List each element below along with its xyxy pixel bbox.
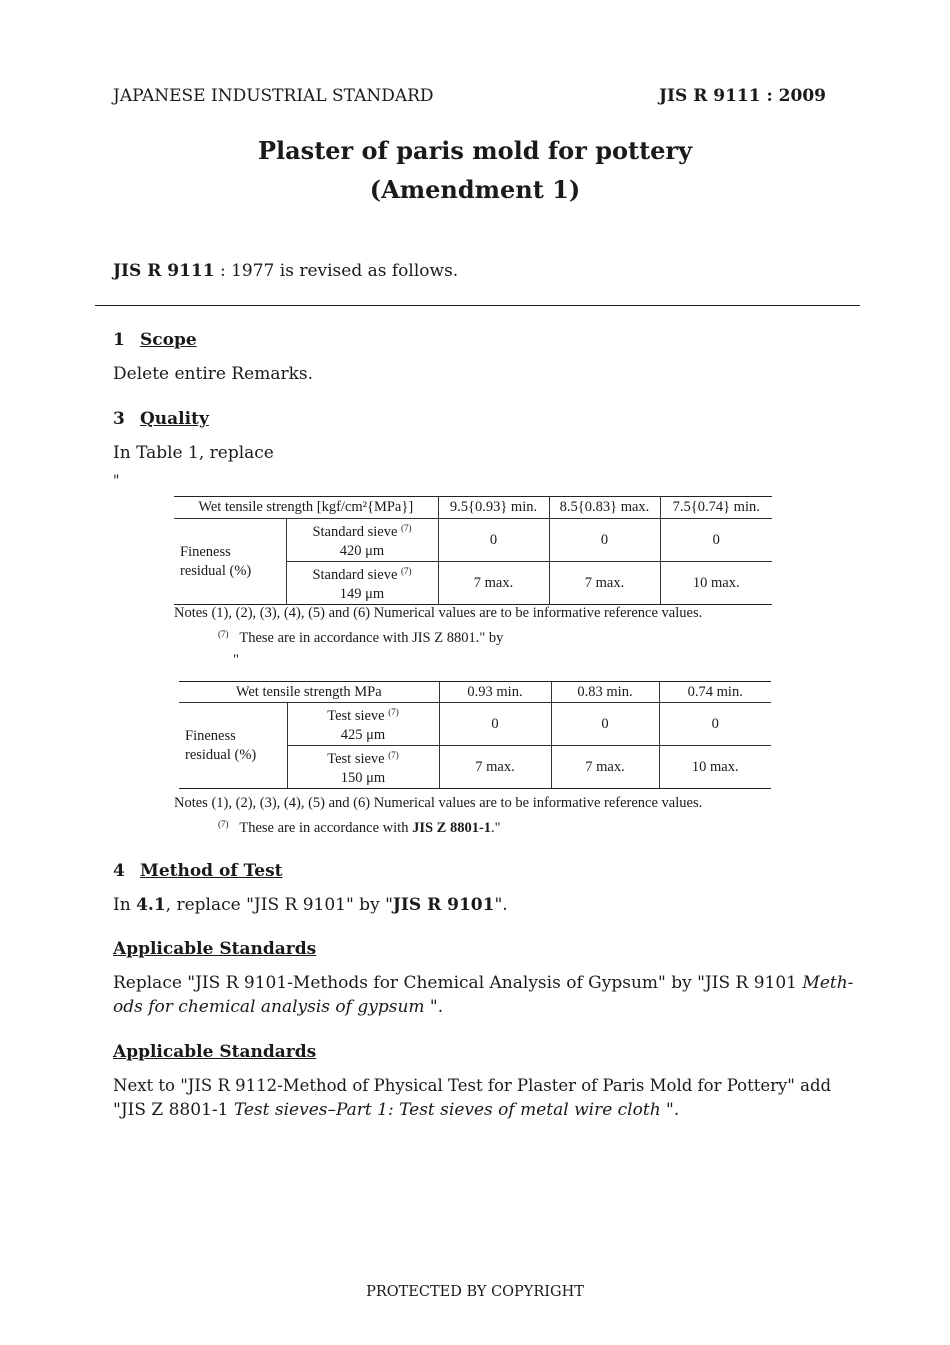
table-header-row [174, 497, 772, 519]
applicable-standards-heading: Applicable Standards [113, 939, 317, 959]
intro-text: : 1977 is revised as follows. [214, 261, 459, 281]
header-cell: 0.74 min. [659, 682, 771, 703]
value-cell: 7 max. [439, 746, 551, 789]
quality-text: In Table 1, replace [113, 443, 274, 463]
table-row [174, 519, 772, 562]
sieve-cell: Standard sieve $^{(7)}$ 149 μm [286, 562, 438, 605]
applicable-standards-text: "JIS Z 8801-1 Test sieves–Part 1: Test sieves of metal wire cloth ". [113, 1100, 680, 1120]
open-quote-mark: " [113, 473, 120, 489]
section-title: Method of Test [140, 861, 283, 881]
value-cell: 7 max. [549, 562, 660, 605]
document-subtitle: (Amendment 1) [369, 175, 581, 204]
horizontal-rule [95, 305, 860, 306]
header-cell: 7.5{0.74} min. [660, 497, 772, 519]
section-scope-heading [113, 330, 197, 350]
header-cell: Wet tensile strength MPa [179, 682, 439, 703]
value-cell: 0 [439, 703, 551, 746]
group-label-cell: Fineness residual (%) [174, 519, 286, 605]
header-cell: Wet tensile strength [kgf/cm²{MPa}] [174, 497, 438, 519]
scope-text: Delete entire Remarks. [113, 364, 314, 384]
document-header-title: JAPANESE INDUSTRIAL STANDARD [113, 86, 434, 106]
copyright-footer: PROTECTED BY COPYRIGHT [366, 1284, 584, 1300]
document-number: JIS R 9111 : 2009 [659, 86, 826, 106]
section-title: Scope [140, 330, 197, 350]
section-title: Quality [140, 409, 209, 429]
value-cell: 0 [549, 519, 660, 562]
table-header-row [179, 682, 771, 703]
value-cell: 7 max. [438, 562, 549, 605]
section-number: 3 [113, 409, 125, 429]
table-new-values [179, 681, 771, 789]
section-number: 4 [113, 861, 125, 881]
value-cell: 0 [551, 703, 659, 746]
document-title: Plaster of paris mold for pottery [257, 136, 693, 165]
table-new-notes: Notes (1), (2), (3), (4), (5) and (6) Numerical values are to be informative reference values. [174, 795, 703, 811]
section-quality-heading [113, 409, 209, 429]
table-old-note-7: $^{(7)}$ These are in accordance with JIS Z 8801." by [218, 629, 504, 646]
value-cell: 7 max. [551, 746, 659, 789]
applicable-standards-text: Next to "JIS R 9112-Method of Physical Test for Plaster of Paris Mold for Pottery" add [113, 1076, 832, 1095]
header-cell: 8.5{0.83} max. [549, 497, 660, 519]
section-method-heading [113, 861, 283, 881]
table-old-values [174, 496, 772, 605]
table-row [179, 703, 771, 746]
sieve-cell: Test sieve $^{(7)}$ 150 μm [287, 746, 439, 789]
header-cell: 0.83 min. [551, 682, 659, 703]
applicable-standards-text: ods for chemical analysis of gypsum ". [113, 997, 444, 1017]
open-quote-mark: " [233, 652, 239, 668]
method-text: In 4.1, replace "JIS R 9101" by "JIS R 9101". [113, 895, 508, 915]
applicable-standards-heading: Applicable Standards [113, 1042, 317, 1062]
group-label-cell: Fineness residual (%) [179, 703, 287, 789]
header-cell: 0.93 min. [439, 682, 551, 703]
value-cell: 0 [660, 519, 772, 562]
value-cell: 0 [659, 703, 771, 746]
intro-standard: JIS R 9111 [113, 261, 215, 281]
value-cell: 10 max. [660, 562, 772, 605]
value-cell: 10 max. [659, 746, 771, 789]
header-cell: 9.5{0.93} min. [438, 497, 549, 519]
sieve-cell: Test sieve $^{(7)}$ 425 μm [287, 703, 439, 746]
applicable-standards-text: Replace "JIS R 9101-Methods for Chemical Analysis of Gypsum" by "JIS R 9101 Meth- [113, 973, 854, 993]
intro-line [113, 261, 458, 281]
sieve-cell: Standard sieve $^{(7)}$ 420 μm [286, 519, 438, 562]
value-cell: 0 [438, 519, 549, 562]
section-number: 1 [113, 330, 125, 350]
table-new-note-7: $^{(7)}$ These are in accordance with JIS Z 8801-1." [218, 819, 501, 836]
table-old-notes: Notes (1), (2), (3), (4), (5) and (6) Numerical values are to be informative reference values. [174, 605, 703, 621]
